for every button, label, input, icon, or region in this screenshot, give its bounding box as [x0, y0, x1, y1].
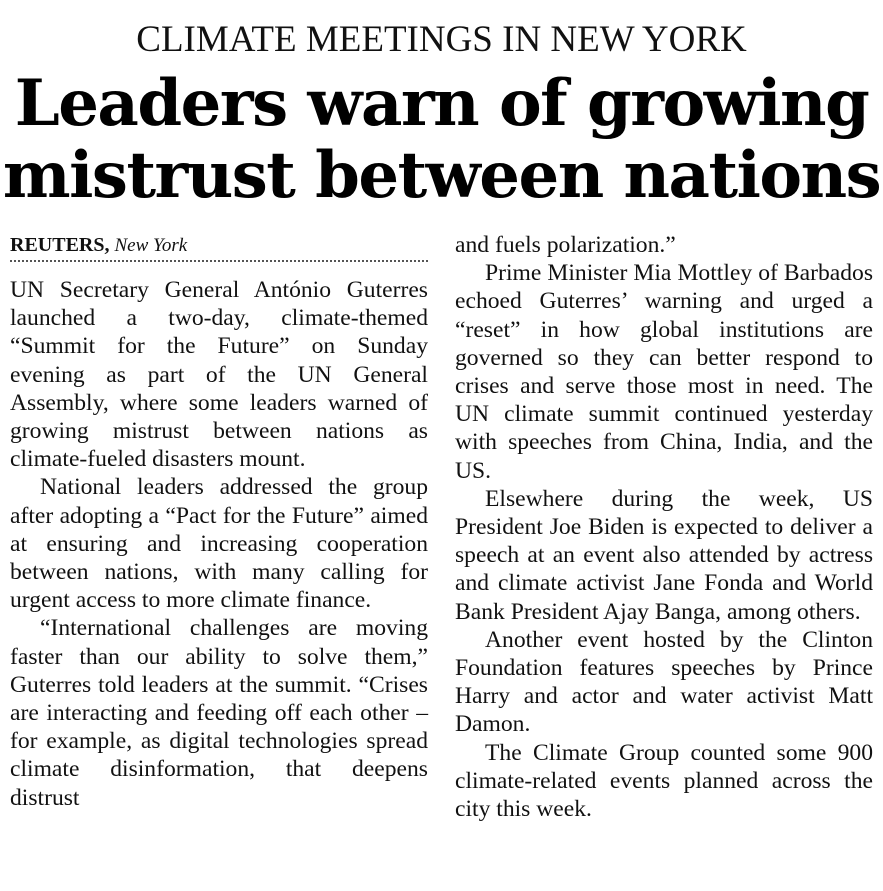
byline-location: New York — [114, 235, 188, 256]
paragraph: Elsewhere during the week, US President Joe Biden is expected to deliver a speech at an event also attended by actress and climate activist Jane Fonda and World Bank President Ajay Banga, among others. — [455, 485, 873, 625]
paragraph: UN Secretary General António Guterres launched a two-day, climate-themed “Summit for the Future” on Sunday evening as part of the UN General Assembly, where some leaders warned of growing mistrust between nations as climate-fueled disasters mount. — [10, 277, 428, 473]
paragraph: The Climate Group counted some 900 climate-related events planned across the city this week. — [455, 739, 873, 823]
kicker: CLIMATE MEETINGS IN NEW YORK — [136, 19, 747, 60]
paragraph: “International challenges are moving faster than our ability to solve them,” Guterres told leaders at the summit. “Crises are interacting and feeding off each other – for example, as digital technologies spread climate disinformation, that deepens distrust — [10, 615, 428, 811]
paragraph: Prime Minister Mia Mottley of Barbados echoed Guterres’ warning and urged a “reset” in how global institutions are governed so they can better respond to crises and serve those most in need. The UN climate summit continued yesterday with speeches from China, India, and the US. — [455, 260, 873, 484]
byline-source: REUTERS, — [10, 234, 110, 256]
headline-line-2: mistrust between nations — [2, 138, 881, 213]
paragraph: and fuels polarization.” — [455, 232, 676, 258]
byline — [10, 230, 428, 260]
headline-line-1: Leaders warn of growing — [14, 66, 869, 141]
byline-divider — [10, 260, 428, 262]
paragraph: National leaders addressed the group after adopting a “Pact for the Future” aimed at ensuring and increasing cooperation between nations, with many calling for urgent access to more climate finance. — [10, 474, 428, 614]
article-column-right — [455, 231, 873, 823]
headline — [0, 68, 883, 212]
paragraph: Another event hosted by the Clinton Foundation features speeches by Prince Harry and actor and water activist Matt Damon. — [455, 626, 873, 738]
article-column-left — [10, 230, 428, 812]
